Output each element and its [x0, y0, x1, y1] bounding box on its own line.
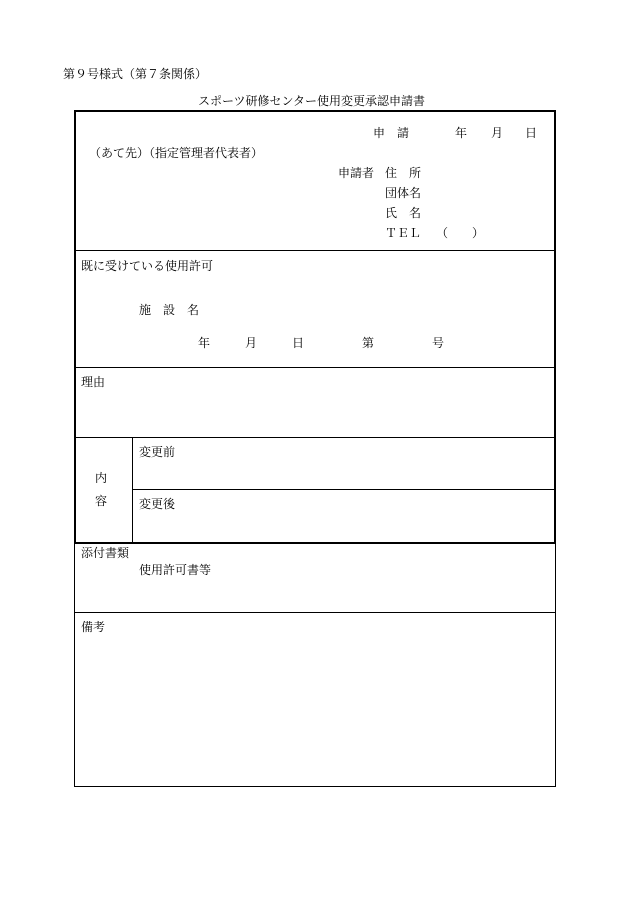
permit-year-label: 年	[198, 336, 211, 350]
reason-label: 理由	[81, 375, 106, 389]
attachments-item: 使用許可書等	[139, 563, 212, 577]
tel-label: ＴＥＬ	[385, 226, 422, 240]
permit-number-suffix: 号	[432, 336, 445, 350]
date-day-label: 日	[525, 126, 538, 140]
remarks-label: 備考	[81, 620, 106, 634]
organization-label: 団体名	[385, 186, 422, 200]
before-change-label: 変更前	[139, 445, 176, 459]
divider-header	[76, 250, 554, 251]
permit-month-label: 月	[245, 336, 258, 350]
name-label: 氏 名	[385, 206, 422, 220]
attachments-label: 添付書類	[81, 546, 130, 560]
page-title: スポーツ研修センター使用変更承認申請書	[198, 94, 426, 108]
divider-before-after	[132, 489, 554, 490]
main-form-box	[74, 110, 556, 544]
form-number: 第９号様式（第７条関係）	[63, 67, 208, 81]
divider-permit	[76, 367, 554, 368]
date-month-label: 月	[491, 126, 504, 140]
addressee-label: （あて先）（指定管理者代表者）	[89, 146, 264, 160]
tel-parentheses: （ ）	[436, 226, 485, 240]
divider-reason	[76, 437, 554, 438]
application-date-label: 申 請	[373, 126, 410, 140]
date-year-label: 年	[455, 126, 468, 140]
existing-permit-label: 既に受けている使用許可	[81, 259, 214, 273]
permit-number-prefix: 第	[362, 336, 375, 350]
content-label-top: 内	[95, 471, 108, 485]
applicant-label: 申請者	[338, 166, 375, 180]
after-change-label: 変更後	[139, 497, 176, 511]
facility-name-label: 施 設 名	[139, 303, 200, 317]
permit-day-label: 日	[292, 336, 305, 350]
remarks-box	[74, 612, 556, 787]
attachments-box	[74, 543, 556, 613]
address-label: 住 所	[385, 166, 422, 180]
content-label-bottom: 容	[95, 494, 108, 508]
